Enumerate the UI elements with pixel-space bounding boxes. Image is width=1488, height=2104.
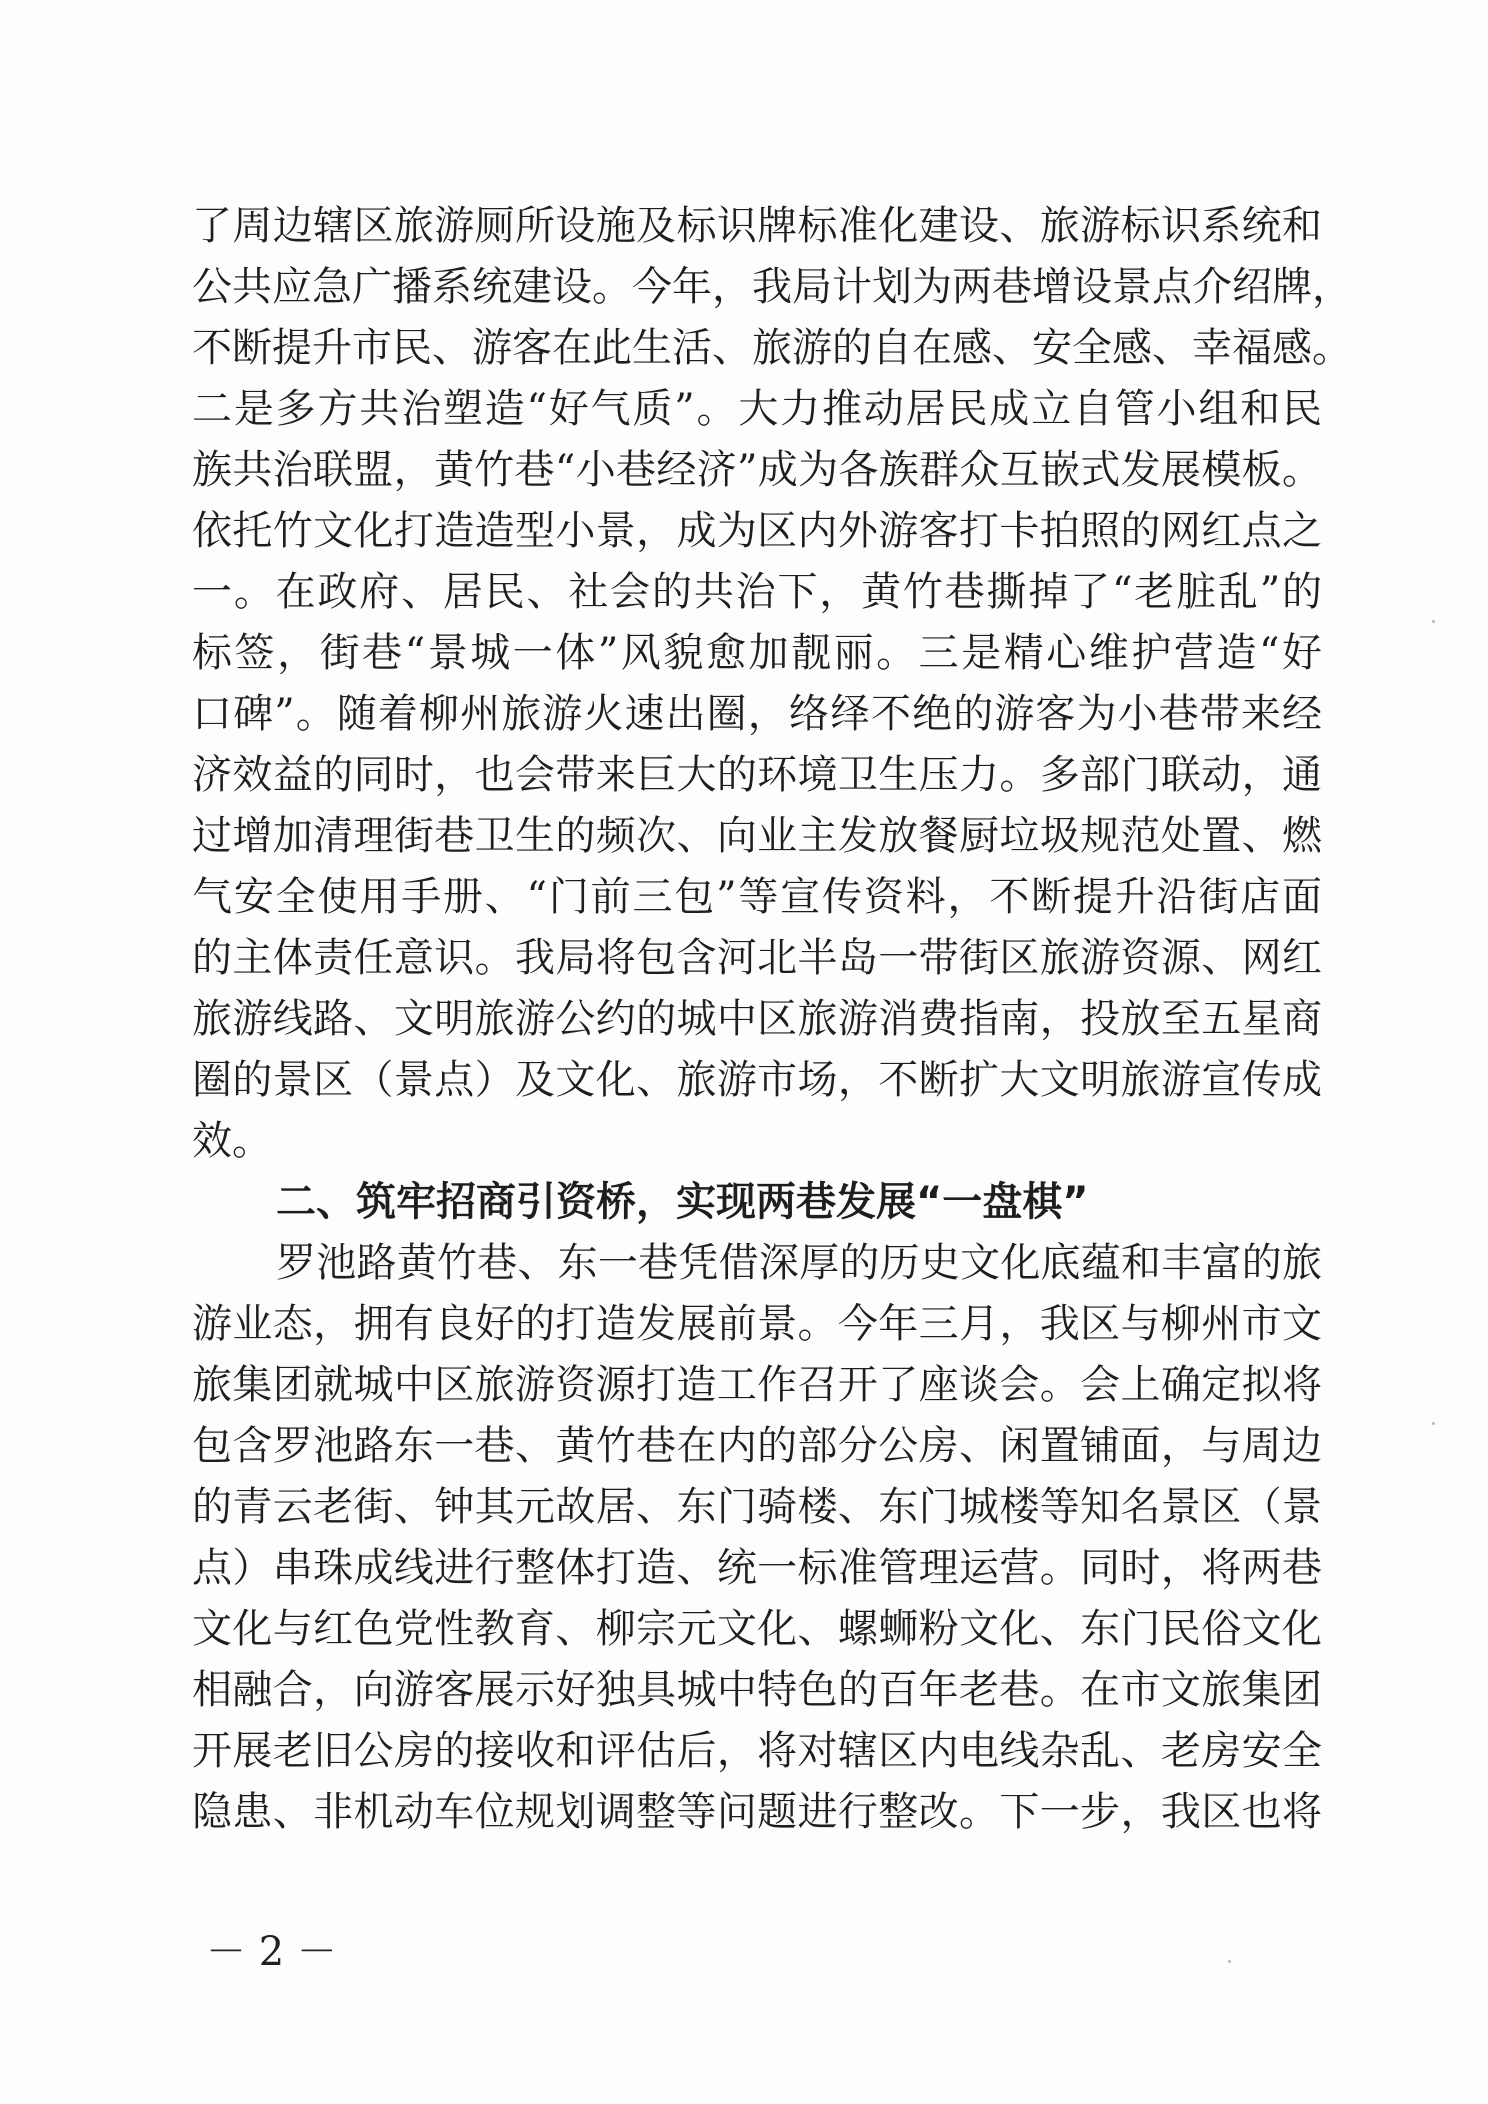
text-line: 罗池路黄竹巷、东一巷凭借深厚的历史文化底蕴和丰富的旅 bbox=[276, 1240, 1322, 1286]
text-line: 族共治联盟，黄竹巷“小巷经济”成为各族群众互嵌式发展模板。 bbox=[192, 447, 1322, 493]
text-line: 标签，街巷“景城一体”风貌愈加靓丽。三是精心维护营造“好 bbox=[192, 630, 1322, 676]
text-line: 二是多方共治塑造“好气质”。大力推动居民成立自管小组和民 bbox=[192, 386, 1322, 432]
text-line: 不断提升市民、游客在此生活、旅游的自在感、安全感、幸福感。 bbox=[192, 325, 1352, 371]
text-line: 过增加清理街巷卫生的频次、向业主发放餐厨垃圾规范处置、燃 bbox=[192, 813, 1322, 859]
text-line: 济效益的同时，也会带来巨大的环境卫生压力。多部门联动，通 bbox=[192, 752, 1322, 798]
text-line: 的主体责任意识。我局将包含河北半岛一带街区旅游资源、网红 bbox=[192, 935, 1322, 981]
text-line: 文化与红色党性教育、柳宗元文化、螺蛳粉文化、东门民俗文化 bbox=[192, 1606, 1322, 1652]
text-line: 一。在政府、居民、社会的共治下，黄竹巷撕掉了“老脏乱”的 bbox=[192, 569, 1322, 615]
text-line: 效。 bbox=[192, 1118, 272, 1164]
text-line: 了周边辖区旅游厕所设施及标识牌标准化建设、旅游标识系统和 bbox=[192, 203, 1322, 249]
text-line: 隐患、非机动车位规划调整等问题进行整改。下一步，我区也将 bbox=[192, 1789, 1322, 1835]
page-number: － 2 － bbox=[206, 1929, 337, 1975]
scan-speck bbox=[1432, 620, 1435, 623]
text-line: 气安全使用手册、“门前三包”等宣传资料，不断提升沿街店面 bbox=[192, 874, 1322, 920]
text-line: 点）串珠成线进行整体打造、统一标准管理运营。同时，将两巷 bbox=[192, 1545, 1322, 1591]
text-line: 开展老旧公房的接收和评估后，将对辖区内电线杂乱、老房安全 bbox=[192, 1728, 1322, 1774]
text-line: 旅游线路、文明旅游公约的城中区旅游消费指南，投放至五星商 bbox=[192, 996, 1322, 1042]
text-line: 公共应急广播系统建设。今年，我局计划为两巷增设景点介绍牌， bbox=[192, 264, 1352, 310]
text-line: 依托竹文化打造造型小景，成为区内外游客打卡拍照的网红点之 bbox=[192, 508, 1322, 554]
text-line: 口碑”。随着柳州旅游火速出圈，络绎不绝的游客为小巷带来经 bbox=[192, 691, 1322, 737]
text-line: 包含罗池路东一巷、黄竹巷在内的部分公房、闲置铺面，与周边 bbox=[192, 1423, 1322, 1469]
scan-speck bbox=[1228, 1960, 1231, 1963]
text-line: 的青云老街、钟其元故居、东门骑楼、东门城楼等知名景区（景 bbox=[192, 1484, 1322, 1530]
text-line: 相融合，向游客展示好独具城中特色的百年老巷。在市文旅集团 bbox=[192, 1667, 1322, 1713]
text-line: 圈的景区（景点）及文化、旅游市场，不断扩大文明旅游宣传成 bbox=[192, 1057, 1322, 1103]
text-line: 游业态，拥有良好的打造发展前景。今年三月，我区与柳州市文 bbox=[192, 1301, 1322, 1347]
scan-speck bbox=[1432, 1422, 1435, 1425]
text-line: 旅集团就城中区旅游资源打造工作召开了座谈会。会上确定拟将 bbox=[192, 1362, 1322, 1408]
section-heading: 二、筑牢招商引资桥，实现两巷发展“一盘棋” bbox=[276, 1179, 1089, 1225]
